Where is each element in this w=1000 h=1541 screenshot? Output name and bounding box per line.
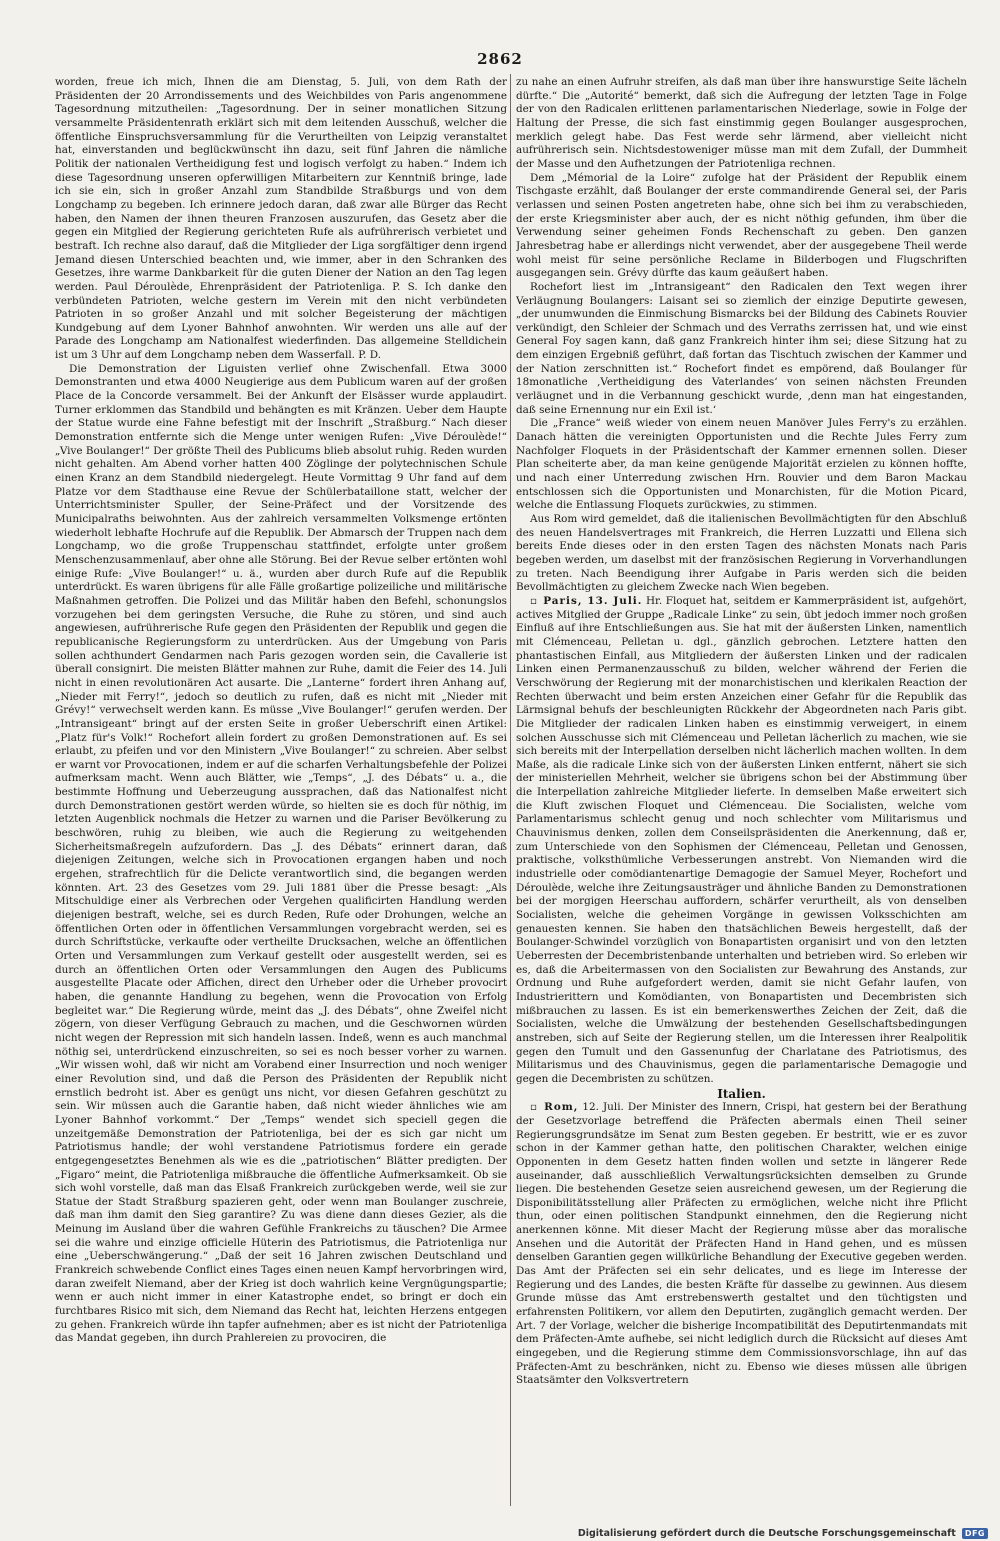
article-paragraph: Die Demonstration der Liguisten verlief ohne Zwischenfall. Etwa 3000 Demonstranten und etwa 4000 Neugierige aus dem Publicum waren auf der großen Place de la Concorde versammelt. Bei der Ankunft der Elsässer wurde applaudirt. Turner erklommen das Standbild und behängten es mit Kränzen. Ueber dem Haupte der Statue wurde eine Fahne befestigt mit der Inschrift „Straßburg.“ Nach dieser Demonstration entfernte sich die Menge unter wenigen Rufen: „Vive Déroulède!“ „Vive Boulanger!“ Der größte Theil des Publicums blieb absolut ruhig. Reden wurden nicht gehalten. Am Abend vorher hatten 400 Zöglinge der polytechnischen Schule einen Kranz an dem Standbild niedergelegt. Heute Vormittag 9 Uhr fand auf dem Platze vor dem Stadthause eine Revue der Schülerbataillone statt, welcher der Unterrichtsminister Spuller, der Seine-Präfect und der Vorsitzende des Municipalraths beiwohnten. Aus der zahlreich versammelten Volksmenge ertönten wiederholt lebhafte Hochrufe auf die Republik. Der Abmarsch der Truppen nach dem Longchamp, wo die große Truppenschau stattfindet, erfolgte unter großem Menschenzusammenlauf, aber ohne alle Störung. Bei der Revue selber ertönten wohl einige Rufe: „Vive Boulanger!“ u. ä., wurden aber durch Rufe auf die Republik unterdrückt. Es waren übrigens für alle Fälle großartige polizeiliche und militärische Maßnahmen getroffen. Die Polizei und das Militär haben den Befehl, schonungslos vorzugehen bei dem geringsten Versuche, die Ruhe zu stören, und sind auch angewiesen, aufrührerische Rufe gegen den Präsidenten der Republik und gegen die republicanische Regierungsform zu unterdrücken. Aus der Umgebung von Paris sollen achthundert Gendarmen nach Paris gezogen worden sein, die Cavallerie ist überall consignirt. Die meisten Blätter mahnen zur Ruhe, damit die Feier des 14. Juli nicht in einen revolutionären Act ausarte. Die „Lanterne“ fordert ihren Anhang auf, „Nieder mit Ferry!“, jedoch so deutlich zu rufen, daß es nicht mit „Nieder mit Grévy!“ verwechselt werden kann. Es müsse „Vive Boulanger!“ gerufen werden. Der „Intransigeant“ bringt auf der ersten Seite in großer Ueberschrift einen Artikel: „Platz für's Volk!“ Rochefort allein fordert zu großen Demonstrationen auf. Es sei erlaubt, zu pfeifen und vor den Ministern „Vive Boulanger!“ zu schreien. Aber selbst er warnt vor Provocationen, indem er auf die scharfen Verhaltungsbefehle der Polizei aufmerksam macht. Wenn auch Blätter, wie „Temps“, „J. des Débats“ u. a., die bestimmte Hoffnung und Ueberzeugung aussprachen, daß das Nationalfest nicht durch Demonstrationen gestört werden würde, so hielten sie es doch für nöthig, im letzten Augenblick nochmals die Hetzer zu warnen und die Pariser Bevölkerung zu beschwören, ruhig zu bleiben, wie auch die Regierung zu weitgehenden Sicherheitsmaßregeln aufzufordern. Das „J. des Débats“ erinnert daran, daß diejenigen Zeitungen, welche sich in Provocationen ergangen haben und noch ergehen, strafrechtlich für die Delicte verantwortlich sind, die begangen werden könnten. Art. 23 des Gesetzes vom 29. Juli 1881 über die Presse besagt: „Als Mitschuldige einer als Verbrechen oder Vergehen qualificirten Handlung werden diejenigen bestraft, welche, sei es durch Reden, Rufe oder Drohungen, welche an öffentlichen Orten oder in öffentlichen Versammlungen vorgebracht werden, sei es durch Schriftstücke, verkaufte oder vertheilte Drucksachen, welche an öffentlichen Orten und Versammlungen zum Verkauf gestellt oder ausgestellt werden, sei es durch an öffentlichen Orten oder Versammlungen den Augen des Publicums ausgestellte Placate oder Affichen, direct den Urheber oder die Urheber provocirt haben, die genannte Handlung zu begehen, wenn die Provocation von Erfolg begleitet war.“ Die Regierung würde, meint das „J. des Débats“, ohne Zweifel nicht zögern, von dieser Verfügung Gebrauch zu machen, und die Geschwornen würden nicht wegen der Repression mit sich handeln lassen. Indeß, wenn es auch manchmal nöthig sei, unterdrückend einzuschreiten, so sei es noch besser vorher zu warnen. „Wir wissen wohl, daß wir nicht am Vorabend einer Insurrection und noch weniger einer Revolution sind, und daß die Person des Präsidenten der Republik nicht ernstlich bedroht ist. Aber es genügt uns nicht, vor diesen Gefahren geschützt zu sein. Wir müssen auch die Garantie haben, daß nicht wieder ähnliches wie am Lyoner Bahnhof vorkommt.“ Der „Temps“ wendet sich speciell gegen die unzeitgemäße Demonstration der Patriotenliga, bei der es sich gar nicht um Patriotismus handle; der wohl verstandene Patriotismus fordere ein gerade entgegengesetztes Benehmen als wie es die „patriotischen“ Blätter predigten. Der „Figaro“ meint, die Patriotenliga mißbrauche die öffentliche Aufmerksamkeit. Ob sie sich wohl vorstelle, daß man das Elsaß Frankreich zurückgeben werde, weil sie zur Statue der Stadt Straßburg spazieren geht, oder wenn man Boulanger zuschreie, daß man ihm damit den Sieg garantire? Zu was diene dann dieses Gezier, als die Meinung im Ausland über die wahren Gefühle Frankreichs zu täuschen? Die Armee sei die wahre und einzige officielle Hüterin des Patriotismus, die Patriotenliga nur eine „Ueberschwängerung.“ „Daß der seit 16 Jahren zwischen Deutschland und Frankreich schwebende Conflict eines Tages einen neuen Kampf hervorbringen wird, daran zweifelt Niemand, aber der Krieg ist doch wahrlich keine Vergnügungspartie; wenn er auch nicht immer in einer Katastrophe endet, so bringt er doch ein furchtbares Risico mit sich, dem Niemand das Recht hat, leichten Herzens entgegen zu gehen. Frankreich würde ihn tapfer aufnehmen; aber es ist nicht der Patriotenliga das Mandat gegeben, ihn durch Prahlereien zu provociren, die — [55, 362, 507, 1345]
article-paragraph: Die „France“ weiß wieder von einem neuen Manöver Jules Ferry's zu erzählen. Danach hätten die vereinigten Opportunisten und die Rechte Jules Ferry zum Nachfolger Floquets in der Präsidentschaft der Kammer ernennen sollen. Dieser Plan scheiterte aber, da man keine genügende Majorität erzielen zu können hoffte, und nach einer Unterredung zwischen Hrn. Rouvier und dem Baron Mackau entschlossen sich die Opportunisten und Monarchisten, für die Motion Picard, welche die Entlassung Floquets zurückwies, zu stimmen. — [516, 417, 967, 512]
left-column — [55, 76, 507, 1506]
article-paragraph: Dem „Mémorial de la Loire“ zufolge hat der Präsident der Republik einem Tischgaste erzählt, daß Boulanger der erste commandirende General sei, der Paris verlassen und seinen Posten angetreten habe, ohne sich bei ihm zu verabschieden, der erste Kriegsminister aber auch, der es nicht nöthig gefunden, ihm über die Verwendung seiner geheimen Fonds Rechenschaft zu geben. Den ganzen Jahresbetrag habe er allerdings nicht verwendet, aber der ausgegebene Theil werde wohl meist für seine persönliche Reclame in Bilderbogen und Flugschriften ausgegangen sein. Grévy dürfte das kaum geäußert haben. — [516, 171, 967, 280]
page-number: 2862 — [477, 50, 523, 68]
article-paragraph — [516, 1101, 967, 1388]
column-divider — [510, 74, 511, 1506]
dateline: ▫ Rom, — [530, 1101, 579, 1114]
digitization-footer — [578, 1525, 988, 1541]
footer-credit: Digitalisierung gefördert durch die Deutsche Forschungsgemeinschaft — [577, 1527, 956, 1539]
article-paragraph — [516, 595, 967, 1087]
dfg-logo-icon: DFG — [962, 1528, 988, 1539]
article-paragraph: Aus Rom wird gemeldet, daß die italienischen Bevollmächtigten für den Abschluß des neuen Handelsvertrages mit Frankreich, die Herren Luzzatti und Ellena sich bereits Ende dieses oder in den ersten Tagen des nächsten Monats nach Paris begeben werden, um daselbst mit der französischen Regierung in Vorverhandlungen zu treten. Nach Beendigung ihrer Aufgabe in Paris werden sich die beiden Bevollmächtigten zu gleichem Zwecke nach Wien begeben. — [516, 513, 967, 594]
article-paragraph: zu nahe an einen Aufruhr streifen, als daß man über ihre hanswurstige Seite lächeln dürfte.“ Die „Autorité“ bemerkt, daß sich die Aufregung der letzten Tage in Folge der von den Radicalen erlittenen parlamentarischen Niederlage, sowie in Folge der Haltung der Presse, die sich fast einstimmig gegen Boulanger ausgesprochen, merklich gelegt habe. Das Fest werde sehr lärmend, aber vielleicht nicht aufrührerisch sein. Nichtsdestoweniger müsse man mit dem Zufall, der Dummheit der Masse und den Aufhetzungen der Patriotenliga rechnen. — [516, 76, 967, 170]
article-paragraph: worden, freue ich mich, Ihnen die am Dienstag, 5. Juli, von dem Rath der Präsidenten der 20 Arrondissements und des Weichbildes von Paris angenommene Tagesordnung mitzutheilen: „Tagesordnung. Der in seiner monatlichen Sitzung versammelte Präsidentenrath erklärt sich mit dem leitenden Ausschuß, welcher die öffentliche Einspruchsversammlung für die Verurtheilten von Leipzig veranstaltet hat, einverstanden und beglückwünscht ihn dazu, seit fünf Jahren die nämliche Politik der nationalen Vertheidigung fest und logisch verfolgt zu haben.“ Indem ich diese Tagesordnung unseren opferwilligen Mitarbeitern zur Kenntniß bringe, lade ich sie ein, sich in großer Anzahl zum Standbilde Straßburgs und von dem Longchamp zu begeben. Ich erinnere jedoch daran, daß zwar alle Bürger das Recht haben, den Namen der ihnen theuren Franzosen auszurufen, das Gesetz aber die gegen ein Mitglied der Regierung gerichteten Rufe als aufrührerisch verbietet und bestraft. Ich rechne also darauf, daß die Mitglieder der Liga sorgfältiger denn irgend Jemand diesen Unterschied beachten und, wie immer, aber in den Schranken des Gesetzes, ihre warme Dankbarkeit für die guten Diener der Nation an den Tag legen werden. Paul Déroulède, Ehrenpräsident der Patriotenliga. P. S. Ich danke den verbündeten Patrioten, welche gestern im Verein mit den nicht verbündeten Patrioten in so großer Anzahl und mit solcher Begeisterung der mächtigen Kundgebung auf dem Lyoner Bahnhof anwohnten. Wir werden uns alle auf der Parade des Longchamp am Nationalfest wiederfinden. Das allgemeine Stelldichein ist um 3 Uhr auf dem Longchamp neben dem Wasserfall. P. D. — [55, 76, 507, 362]
paragraph-body: 12. Juli. Der Minister des Innern, Crispi, hat gestern bei der Berathung der Gesetzvorlage betreffend die Präfecten abermals einen Theil seiner Regierungsgrundsätze im Senat zum Besten gegeben. Er bestritt, wie er es zuvor schon in der Kammer gethan hatte, den politischen Charakter, welchen einige Opponenten in dem Gesetz hatten finden wollen und setzte in längerer Rede auseinander, daß ausschließlich Verwaltungsrücksichten demselben zu Grunde liegen. Die bestehenden Gesetze seien ausreichend gewesen, um der Regierung die Disponibilitätsstellung aller Präfecten zu ermöglichen, welche nicht ihre Pflicht thun, oder einen politischen Standpunkt einnehmen, den die Regierung nicht anerkennen könne. Mit dieser Macht der Regierung müsse aber das moralische Ansehen und die Autorität der Präfecten Hand in Hand gehen, und es müssen denselben Garantien gegen willkürliche Behandlung der Executive gegeben werden. Das Amt der Präfecten sei ein sehr delicates, und es liege im Interesse der Regierung und des Landes, die besten Kräfte für dasselbe zu gewinnen. Aus diesem Grunde müsse das Amt erstrebenswerth gestaltet und den tüchtigsten und erfahrensten Politikern, vor allem den Deputirten, zugänglich gemacht werden. Der Art. 7 der Vorlage, welcher die bisherige Incompatibilität des Deputirtenmandats mit dem Präfecten-Amte aufhebe, sei nicht lediglich durch die Rücksicht auf dieses Amt eingegeben, und die Regierung stimme dem Commissionsvorschlage, ihn auf das Präfecten-Amt zu beschränken, nicht zu. Ebenso wie dieses müssen alle übrigen Staatsämter den Volksvertretern — [516, 1101, 967, 1387]
section-heading: Italien. — [717, 1086, 766, 1101]
paragraph-body: Hr. Floquet hat, seitdem er Kammerpräsident ist, aufgehört, actives Mitglied der Gruppe „Radicale Linke“ zu sein, übt jedoch immer noch großen Einfluß auf ihre Entschließungen aus. Sie hat mit der äußersten Linken, namentlich mit Clémenceau, Pelletan u. dgl., gänzlich gebrochen. Letztere hatten den phantastischen Einfall, aus Mitgliedern der äußersten Linken und der radicalen Linken einen Permanenzausschuß zu bilden, welcher während der Ferien die Verschwörung der Regierung mit der monarchistischen und klerikalen Reaction der Rechten überwacht und beim ersten Anzeichen einer Gefahr für die Republik das Lärmsignal behufs der beschleunigten Rückkehr der Abgeordneten nach Paris gibt. Die Mitglieder der radicalen Linken haben es einstimmig verweigert, in einem solchen Ausschusse sich mit Clémenceau und Pelletan lächerlich zu machen, wie sie sich bereits mit der Interpellation derselben nicht lächerlich machen wollten. In dem Maße, als die radicale Linke sich von der äußersten Linken entfernt, nähert sie sich der ministeriellen Mehrheit, welcher sie übrigens schon bei der Abstimmung über die Interpellation zahlreiche Mitglieder lieferte. In demselben Maße erweitert sich die Kluft zwischen Floquet und Clémenceau. Die Socialisten, welche vom Parlamentarismus schlecht genug und noch schlechter vom Militarismus und Chauvinismus denken, zollen dem Conseilspräsidenten die Anerkennung, daß er, zum Unterschiede von den Sophismen der Clémenceau, Pelletan und Genossen, praktische, volksthümliche Verbesserungen anstrebt. Von Niemanden wird die industrielle oder comödiantenartige Demagogie der Samuel Meyer, Rochefort und Déroulède, welche ihre Zeitungsausträger und ähnliche Banden zu Demonstrationen bei der morgigen Heerschau auffordern, schärfer verurtheilt, als von denselben Socialisten, welche die geheimen Vorgänge in gewissen Volksschichten am genauesten kennen. Sie haben den thatsächlichen Beweis hergestellt, daß der Boulanger-Schwindel vorzüglich von Bonapartisten organisirt und von den letzten Ueberresten der Decembristenbande unterhalten und betrieben wird. So erleben wir es, daß die Arbeitermassen von den Socialisten zur Bewahrung des Anstands, zur Ordnung und Ruhe aufgefordert werden, damit sie nicht Gefahr laufen, von Industrierittern und Komödianten, von Bonapartisten und Decembristen sich mißbrauchen zu lassen. Es ist ein bemerkenswerthes Zeichen der Zeit, daß die Socialisten, welche die Umwälzung der bestehenden Gesellschaftsbedingungen anstreben, sich auf Seite der Regierung stellen, um die Interessen ihrer Realpolitik gegen den Tumult und den Gassenunfug der Charlatane des Patriotismus, des Militarismus und des Chauvinismus, gegen die parlamentarische Demagogie und gegen die Decembristen zu schützen. — [516, 594, 967, 1085]
dateline: ▫ Paris, 13. Juli. — [530, 594, 643, 607]
article-paragraph: Rochefort liest im „Intransigeant“ den Radicalen den Text wegen ihrer Verläugnung Boulangers: Laisant sei so ziemlich der einzige Deputirte gewesen, „der unumwunden die Einmischung Bismarcks bei der Bildung des Cabinets Rouvier verkündigt, den Schleier der Schmach und des Verraths zerrissen hat, und wie einst General Foy sagen kann, daß ganz Frankreich hinter ihm sei; diese Sitzung hat zu dem einzigen Ergebniß geführt, daß fortan das Tischtuch zwischen der Kammer und der Nation zerschnitten ist.“ Rochefort findet es empörend, daß Boulanger für 18monatliche ‚Vertheidigung des Vaterlandes‘ von seinen nächsten Freunden verläugnet und in die Verbannung geschickt wurde, ‚denn man hat eingestanden, daß seine Ernennung nur ein Exil ist.‘ — [516, 280, 967, 416]
right-column — [516, 76, 967, 1506]
